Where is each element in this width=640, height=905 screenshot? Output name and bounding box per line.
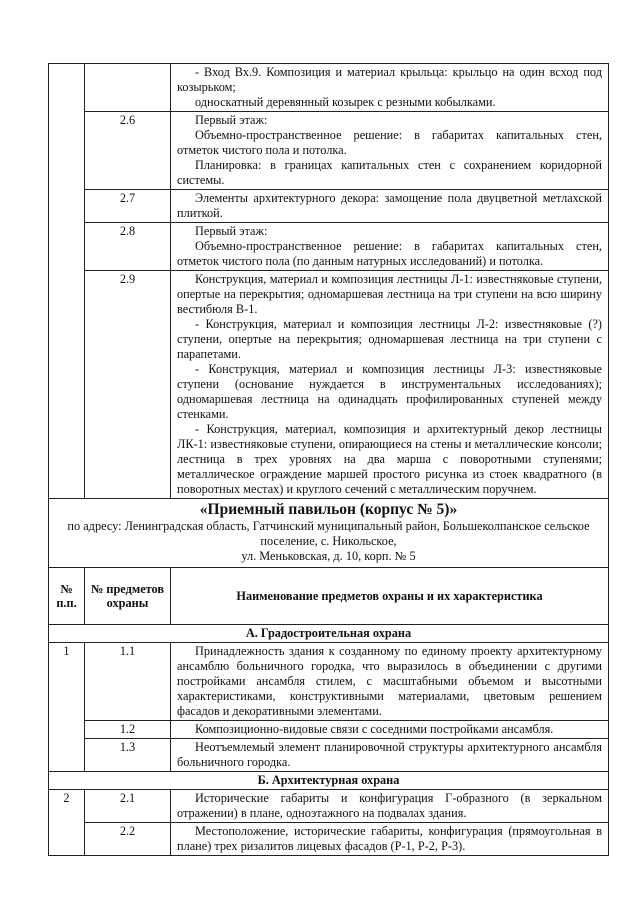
object-heading [49,499,609,568]
paragraph: Принадлежность здания к созданному по единому проекту архитектурному ансамблю больничного городка, что выразилось в объединении с другими постройками ансамбля стилем, с масштабными объемом и высотными характеристиками, конструктивными материалами, цветовым решением фасадов и декоративными элементами. [177,644,602,718]
section-b-title: Б. Архитектурная охрана [49,772,609,790]
section-title-row [49,772,609,790]
table-row [49,64,609,112]
paragraph: Конструкция, материал и композиция лестницы Л-1: известняковые ступени, опертые на перекрытия; одномаршевая лестница на три ступени на всю ширину вестибюля В-1. [177,272,602,316]
item-number: 2.7 [85,190,171,223]
table-row [49,190,609,223]
item-description [171,112,609,190]
paragraph: - Конструкция, материал и композиция лестницы Л-3: известняковые ступени (основание нуждается в инструментальных исследованиях); одномаршевая лестница на одинадцать профилированных ступеней между стенками. [177,362,602,421]
item-number [85,64,171,112]
section-a-title: А. Градостроительная охрана [49,625,609,643]
paragraph: Объемно-пространственное решение: в габаритах капитальных стен, отметок чистого пола и потолка. [177,128,602,157]
paragraph: - Конструкция, материал и композиция лестницы Л-2: известняковые (?) ступени, опертые на перекрытия; одномаршевая лестница на три ступени с парапетами. [177,317,602,361]
paragraph: Планировка: в границах капитальных стен с сохранением коридорной системы. [177,158,602,187]
table-row [49,739,609,772]
paragraph: Первый этаж: [195,113,268,127]
item-number: 1.3 [85,739,171,772]
item-description [171,223,609,271]
object-address-line: поселение, с. Никольское, [260,534,397,548]
table-row [49,112,609,190]
item-description [171,721,609,739]
object-title: «Приемный павильон (корпус № 5)» [199,501,458,518]
object-address-line: ул. Меньковская, д. 10, корп. № 5 [241,549,416,563]
paragraph: Композиционно-видовые связи с соседними постройками ансамбля. [195,722,554,736]
item-number: 2.2 [85,823,171,856]
item-number: 1.1 [85,643,171,721]
table-header-row [49,568,609,625]
protection-table [48,63,609,856]
item-description [171,823,609,856]
table-row [49,790,609,823]
item-description [171,790,609,823]
header-item: № предметов охраны [85,568,171,625]
header-num: № п.п. [49,568,85,625]
row-number: 2 [49,790,85,856]
item-description [171,190,609,223]
item-number: 2.8 [85,223,171,271]
paragraph: Исторические габариты и конфигурация Г-образного (в зеркальном отражении) в плане, одноэтажного на подвалах здания. [177,791,602,820]
paragraph: Местоположение, исторические габариты, конфигурация (прямоугольная в плане) трех ризалитов лицевых фасадов (Р-1, Р-2, Р-3). [177,824,602,853]
row-number-cell [49,64,85,499]
paragraph: Неотъемлемый элемент планировочной структуры архитектурного ансамбля больничного городка. [177,740,602,769]
section-title-row [49,625,609,643]
document-page [48,63,608,856]
item-description [171,271,609,499]
item-description [171,739,609,772]
item-description [171,64,609,112]
item-description [171,643,609,721]
object-address-line: по адресу: Ленинградская область, Гатчинский муниципальный район, Большеколпанское сельское [67,519,590,533]
header-description: Наименование предметов охраны и их характеристика [171,568,609,625]
item-number: 2.9 [85,271,171,499]
object-heading-row [49,499,609,568]
table-row [49,643,609,721]
table-row [49,721,609,739]
paragraph: - Вход Вх.9. Композиция и материал крыльца: крыльцо на один всход под козырьком; [177,65,602,94]
paragraph: - Конструкция, материал, композиция и архитектурный декор лестницы ЛК-1: известняковые ступени, опирающиеся на стены и металлические консоли; лестница в трех уровнях на два марша с поворотными ступенями; металлическое ограждение маршей простого рисунка из стоек квадратного (в поворотных местах) и круглого сечений с металлическим поручнем. [177,422,602,496]
item-number: 2.1 [85,790,171,823]
table-row [49,271,609,499]
paragraph: односкатный деревянный козырек с резными кобылками. [195,95,496,109]
item-number: 2.6 [85,112,171,190]
table-row [49,223,609,271]
item-number: 1.2 [85,721,171,739]
table-row [49,823,609,856]
paragraph: Первый этаж: [195,224,268,238]
row-number: 1 [49,643,85,772]
paragraph: Объемно-пространственное решение: в габаритах капитальных стен, отметок чистого пола (по данным натурных исследований) и потолка. [177,239,602,268]
paragraph: Элементы архитектурного декора: замощение пола двуцветной метлахской плиткой. [177,191,602,220]
